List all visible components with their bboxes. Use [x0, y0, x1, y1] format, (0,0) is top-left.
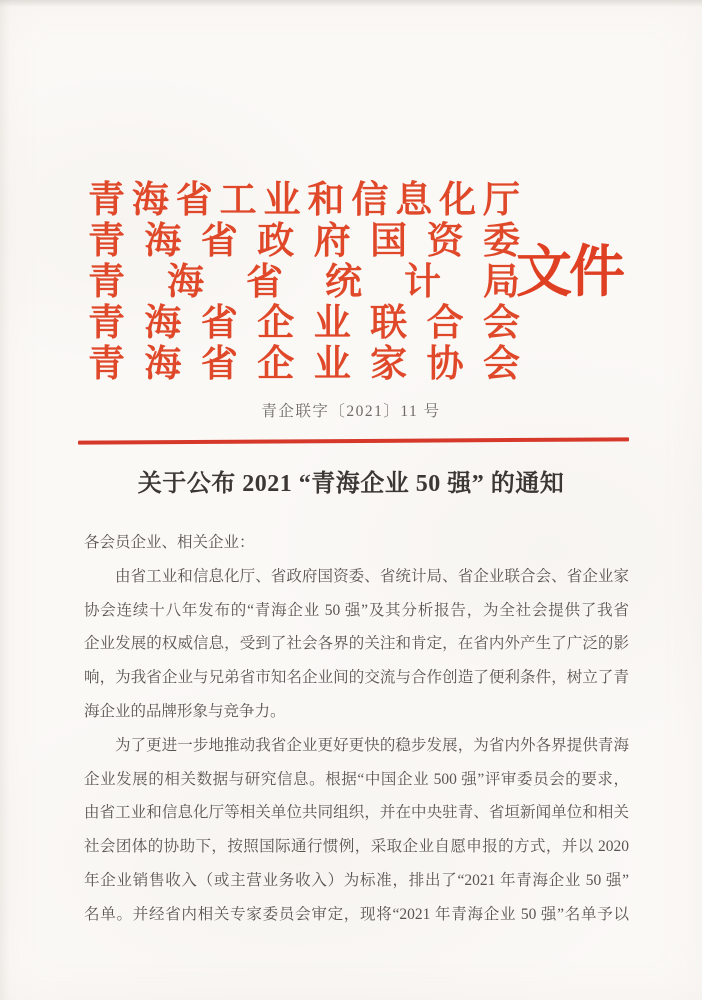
document-body	[84, 526, 629, 932]
letterhead-line: 青海省企业联合会	[88, 303, 520, 344]
document-number: 青企联字〔2021〕11 号	[261, 403, 441, 420]
body-line: 企业发展的相关数据与研究信息。根据“中国企业 500 强”评审委员会的要求，	[84, 770, 629, 788]
body-line: 由省工业和信息化厅、省政府国资委、省统计局、省企业联合会、省企业家	[115, 567, 629, 585]
body-line: 各会员企业、相关企业：	[84, 534, 255, 551]
body-line: 协会连续十八年发布的“青海企业 50 强”及其分析报告，为全社会提供了我省	[84, 601, 629, 619]
body-line: 企业发展的权威信息，受到了社会各界的关注和肯定，在省内外产生了广泛的影	[84, 635, 629, 653]
body-line: 由省工业和信息化厅等相关单位共同组织，并在中央驻青、省垣新闻单位和相关	[84, 804, 629, 822]
red-divider-line	[78, 437, 629, 444]
body-line: 响，为我省企业与兄弟省市知名企业间的交流与合作创造了便利条件，树立了青	[84, 669, 629, 687]
letterhead	[88, 180, 520, 385]
letterhead-line: 青海省政府国资委	[88, 221, 520, 262]
body-line: 社会团体的协助下，按照国际通行惯例，采取企业自愿申报的方式，并以 2020	[84, 838, 629, 856]
body-line: 为了更进一步地推动我省企业更好更快的稳步发展，为省内外各界提供青海	[115, 736, 629, 754]
body-line: 年企业销售收入（或主营业务收入）为标准，排出了“2021 年青海企业 50 强”	[84, 871, 629, 889]
body-line: 海企业的品牌形象与竞争力。	[84, 702, 286, 720]
document-title: 关于公布 2021 “青海企业 50 强” 的通知	[137, 471, 565, 497]
document-label: 文件	[516, 242, 622, 304]
letterhead-line: 青海省企业家协会	[88, 344, 520, 385]
letterhead-line: 青海省工业和信息化厅	[88, 180, 520, 221]
letterhead-line: 青海省统计局	[88, 262, 520, 303]
body-line: 名单。并经省内相关专家委员会审定，现将“2021 年青海企业 50 强”名单予以	[84, 905, 629, 923]
